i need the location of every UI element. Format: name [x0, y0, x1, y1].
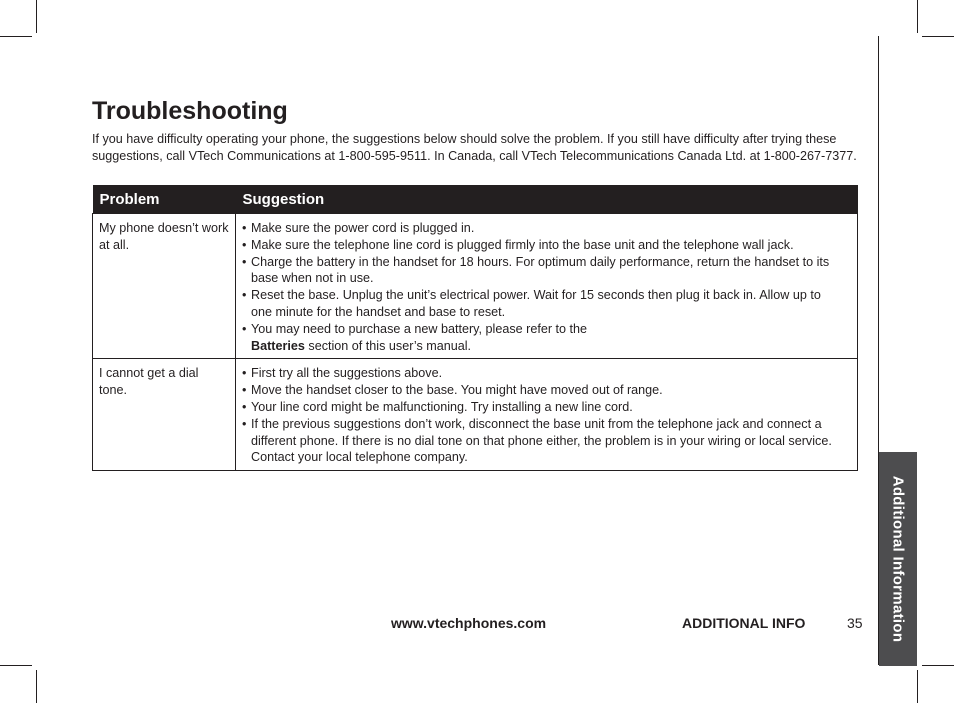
suggestion-text: section of this user’s manual.: [304, 338, 472, 353]
page-title: Troubleshooting: [92, 97, 288, 125]
problem-cell: I cannot get a dial tone.: [93, 359, 236, 471]
crop-mark: [36, 0, 37, 33]
suggestion-text: You may need to purchase a new battery, please refer to the: [251, 321, 588, 336]
footer-website-link[interactable]: www.vtechphones.com: [391, 615, 547, 631]
header-suggestion: Suggestion: [236, 185, 858, 214]
suggestion-cell: [236, 359, 858, 471]
suggestion-list: [242, 220, 839, 354]
table-header-row: [93, 185, 858, 214]
suggestion-item: • Make sure the telephone line cord is plugged firmly into the base unit and the telephone wall jack.: [242, 237, 839, 254]
suggestion-cell: [236, 214, 858, 359]
side-tab-label: Additional Information: [889, 475, 907, 643]
crop-mark: [36, 670, 37, 703]
troubleshooting-table: [92, 185, 858, 471]
table-row: [93, 214, 858, 359]
suggestion-item: • First try all the suggestions above.: [242, 365, 839, 382]
suggestion-item: • Make sure the power cord is plugged in.: [242, 220, 839, 237]
suggestion-item: • Your line cord might be malfunctioning. Try installing a new line cord.: [242, 399, 839, 416]
crop-mark: [0, 665, 32, 666]
suggestion-item: • Move the handset closer to the base. You might have moved out of range.: [242, 382, 839, 399]
problem-cell: My phone doesn’t work at all.: [93, 214, 236, 359]
batteries-reference: Batteries: [251, 338, 305, 353]
crop-mark: [917, 670, 918, 703]
table-row: [93, 359, 858, 471]
intro-paragraph: If you have difficulty operating your phone, the suggestions below should solve the problem. If you still have difficulty after trying these suggestions, call VTech Communications at 1-800-595-9511. In Canada, call VTech Telecommunications Canada Ltd. at 1-800-267-7377.: [92, 132, 857, 163]
footer-section-name: ADDITIONAL INFO: [682, 615, 806, 631]
page-number: 35: [847, 615, 863, 631]
suggestion-item: [242, 321, 839, 355]
suggestion-item: • Reset the base. Unplug the unit’s electrical power. Wait for 15 seconds then plug it back in. Allow up to one minute for the handset and base to reset.: [242, 287, 839, 321]
side-section-tab: [879, 452, 917, 666]
suggestion-item: • If the previous suggestions don’t work, disconnect the base unit from the telephone jack and connect a different phone. If there is no dial tone on that phone either, the problem is in your wiring or local service. Contact your local telephone company.: [242, 416, 839, 466]
suggestion-list: [242, 365, 839, 466]
crop-mark: [922, 36, 954, 37]
crop-mark: [922, 665, 954, 666]
crop-mark: [917, 0, 918, 33]
header-problem: Problem: [93, 185, 236, 214]
crop-mark: [0, 36, 32, 37]
suggestion-item: • Charge the battery in the handset for 18 hours. For optimum daily performance, return the handset to its base when not in use.: [242, 254, 839, 288]
